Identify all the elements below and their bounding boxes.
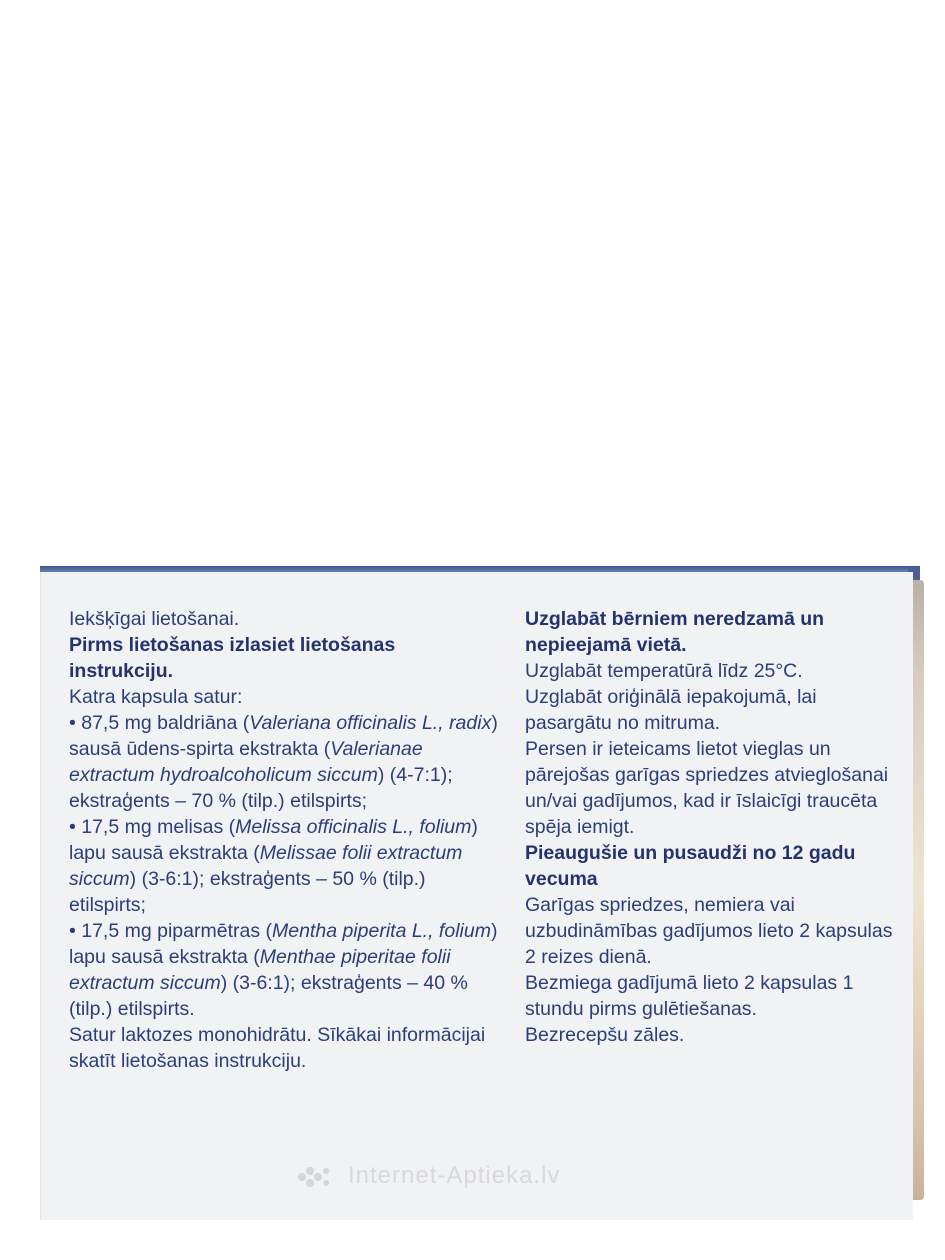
storage-package: Uzglabāt oriģinālā iepakojumā, lai pasargātu no mitruma.	[525, 686, 817, 734]
ingredient-melissa	[69, 814, 501, 918]
latin-name: Mentha piperita L., folium	[272, 920, 491, 942]
pharmacy-cross-icon	[298, 1165, 338, 1189]
ingredient-text: ) (3-6:1); ekstraģents – 50 % (tilp.) etilspirts;	[69, 868, 426, 916]
ingredient-text: • 87,5 mg baldriāna (	[69, 712, 250, 734]
latin-extract-name: Menthae piperitae folii extractum siccum	[69, 946, 451, 994]
ingredient-text: • 17,5 mg piparmētras (	[69, 920, 272, 942]
dosage-heading: Pieaugušie un pusaudži no 12 gadu vecuma	[525, 842, 856, 890]
ingredient-text: ) lapu sausā ekstrakta (	[69, 920, 498, 968]
watermark-text: Internet-Aptieka.lv	[348, 1162, 561, 1189]
ingredient-text: ) (3-6:1); ekstraģents – 40 % (tilp.) etilspirts.	[69, 972, 468, 1020]
ingredient-text: ) (4-7:1); ekstraģents – 70 % (tilp.) etilspirts;	[69, 764, 453, 812]
indication-text: Persen ir ieteicams lietot vieglas un pārejošas garīgas spriedzes atvieglošanai un/vai gadījumos, kad ir īslaicīgi traucēta spēja iemigt.	[525, 738, 889, 838]
dosage-anxiety: Garīgas spriedzes, nemiera vai uzbudināmības gadījumos lieto 2 kapsulas 2 reizes dienā.	[525, 894, 893, 968]
left-text-column	[69, 606, 501, 1074]
latin-extract-name: Valerianae extractum hydroalcoholicum siccum	[69, 738, 423, 786]
latin-name: Melissa officinalis L., folium	[235, 816, 472, 838]
usage-route: Iekšķīgai lietošanai.	[69, 608, 240, 630]
ingredient-text: ) sausā ūdens-spirta ekstrakta (	[69, 712, 498, 760]
latin-name: Valeriana officinalis L., radix	[249, 712, 492, 734]
ingredient-valerian	[69, 710, 501, 814]
dosage-insomnia: Bezmiega gadījumā lieto 2 kapsulas 1 stundu pirms gulētiešanas.	[525, 972, 854, 1020]
ingredient-peppermint	[69, 918, 501, 1022]
right-text-column	[525, 606, 905, 1048]
watermark	[298, 1162, 560, 1190]
package-back-panel	[40, 572, 913, 1220]
read-leaflet-heading: Pirms lietošanas izlasiet lietošanas instrukciju.	[69, 634, 396, 682]
ingredient-text: • 17,5 mg melisas (	[69, 816, 236, 838]
latin-extract-name: Melissae folii extractum siccum	[69, 842, 463, 890]
composition-intro: Katra kapsula satur:	[69, 686, 243, 708]
otc-status: Bezrecepšu zāles.	[525, 1024, 685, 1046]
lactose-note: Satur laktozes monohidrātu. Sīkākai informācijai skatīt lietošanas instrukciju.	[69, 1024, 486, 1072]
keep-out-of-reach-heading: Uzglabāt bērniem neredzamā un nepieejamā vietā.	[525, 608, 825, 656]
ingredient-text: ) lapu sausā ekstrakta (	[69, 816, 478, 864]
storage-temperature: Uzglabāt temperatūrā līdz 25°C.	[525, 660, 803, 682]
